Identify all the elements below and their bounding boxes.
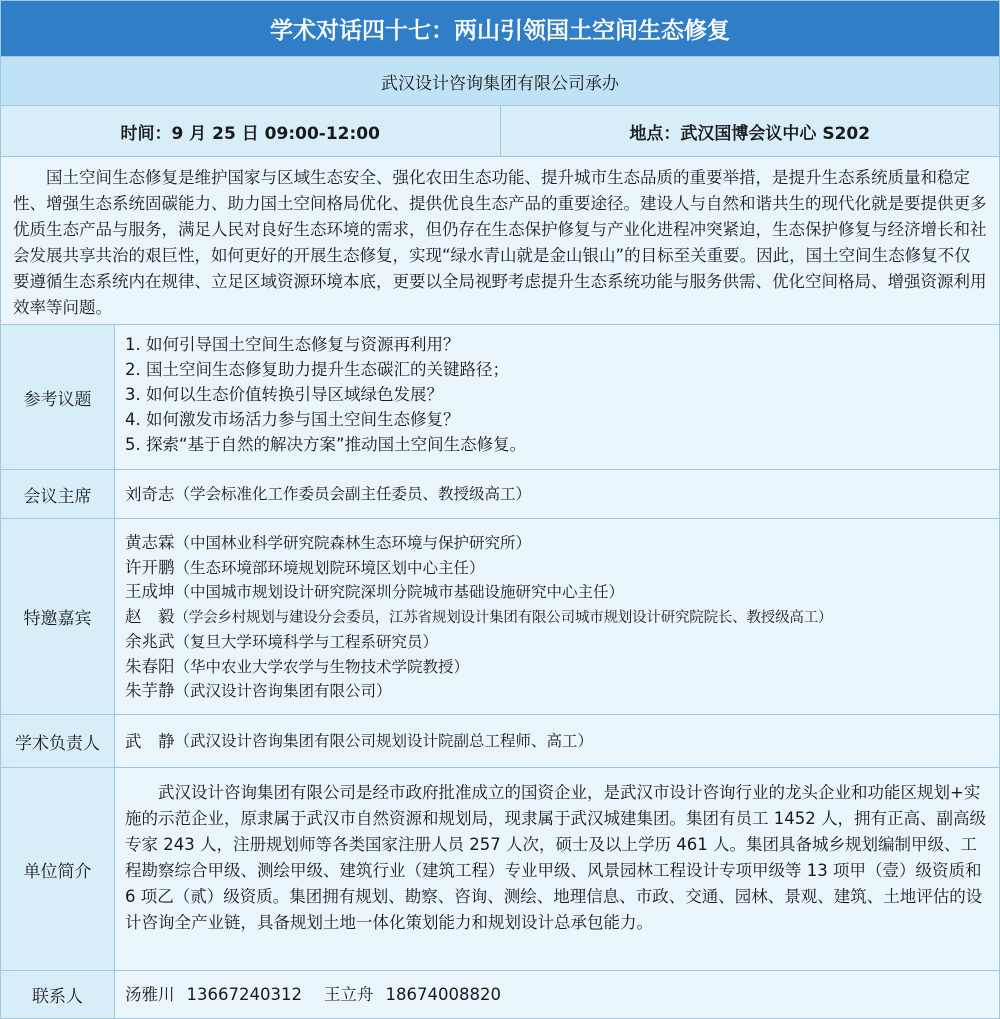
guest-affiliation: （武汉设计咨询集团有限公司） [174,682,392,700]
chair-row [1,470,999,519]
organizer-line: 武汉设计咨询集团有限公司承办 [1,57,999,106]
event-time: 时间：9 月 25 日 09:00-12:00 [120,123,380,144]
page-title: 学术对话四十七：两山引领国土空间生态修复 [1,1,999,57]
topic-item: 2. 国土空间生态修复助力提升生态碳汇的关键路径； [125,360,509,379]
chair-affiliation: （学会标准化工作委员会副主任委员、教授级高工） [174,484,532,503]
unit-description: 武汉设计咨询集团有限公司是经市政府批准成立的国资企业，是武汉市设计咨询行业的龙头企业和功能区规划+实施的示范企业，原隶属于武汉市自然资源和规划局，现隶属于武汉城建集团。集团有员工 1452 人，拥有正高、副高级专家 243 人，注册规划师等各类国家注册人员 257 人次，硕士及以上学历 461 人。集团具备城乡规划编制甲级、工程勘察综合甲级、测绘甲级、建筑行业（建筑工程）专业甲级、风景园林工程设计专项甲级等 13 项甲（壹）级资质和 6 项乙（贰）级资质。集团拥有规划、勘察、咨询、测绘、地理信息、市政、交通、园林、景观、建筑、土地评估的设计咨询全产业链，具备规划土地一体化策划能力和规划设计总承包能力。 [115,768,999,970]
guest-item [125,531,989,556]
intro-paragraph: 国土空间生态修复是维护国家与区域生态安全、强化农田生态功能、提升城市生态品质的重要举措，是提升生态系统质量和稳定性、增强生态系统固碳能力、助力国土空间格局优化、提供优良生态产品的重要途径。建设人与自然和谐共生的现代化就是要提供更多优质生态产品与服务，满足人民对良好生态环境的需求，但仍存在生态保护修复与产业化进程冲突紧迫，生态保护修复与经济增长和社会发展共享共治的艰巨性，如何更好的开展生态修复，实现“绿水青山就是金山银山”的目标至关重要。因此，国土空间生态修复不仅要遵循生态系统内在规律、立足区域资源环境本底，更要以全局视野考虑提升生态系统功能与服务供需、优化空间格局、增强资源利用效率等问题。 [1,157,999,325]
topic-item: 4. 如何激发市场活力参与国土空间生态修复？ [125,410,460,429]
guest-affiliation: （学会乡村规划与建设分会委员，江苏省规划设计集团有限公司城市规划设计研究院院长、教授级高工） [174,609,833,626]
topic-item: 3. 如何以生态价值转换引导区域绿色发展？ [125,385,443,404]
guest-item [125,580,989,605]
guest-name: 黄志霖 [125,533,175,552]
event-location: 地点：武汉国博会议中心 S202 [500,106,1000,156]
guest-name: 许开鹏 [125,557,175,577]
guest-item [125,556,989,581]
topic-item: 5. 探索“基于自然的解决方案”推动国土空间生态修复。 [125,435,527,454]
guests-list [115,519,999,714]
contact-phone[interactable]: 13667240312 [186,985,302,1004]
guest-name: 王成坤 [125,582,175,601]
guest-item [125,679,989,704]
guest-affiliation: （复旦大学环境科学与工程系研究员） [174,633,439,651]
contact-content [115,971,999,1018]
lead-label: 学术负责人 [1,715,115,767]
topic-item: 1. 如何引导国土空间生态修复与资源再利用？ [125,335,460,354]
guest-name: 朱芋静 [125,681,175,700]
unit-row [1,768,999,971]
guests-label: 特邀嘉宾 [1,519,115,714]
guest-affiliation: （中国城市规划设计研究院深圳分院城市基础设施研究中心主任） [174,583,625,601]
guest-item [125,655,989,680]
guest-item [125,605,989,631]
lead-content [115,715,999,767]
lead-affiliation: （武汉设计咨询集团有限公司规划设计院副总工程师、高工） [174,731,594,750]
contact-name: 王立舟 [323,985,374,1004]
chair-content [115,470,999,518]
contact-name: 汤雅川 [125,985,175,1004]
guest-affiliation: （中国林业科学研究院森林生态环境与保护研究所） [174,534,532,552]
guest-name: 赵 毅 [125,606,175,626]
guest-name: 余兆武 [125,632,175,651]
guest-name: 朱春阳 [125,656,175,676]
contact-phone[interactable]: 18674008820 [385,985,501,1004]
guest-affiliation: （生态环境部环境规划院环境区划中心主任） [174,558,485,577]
guest-affiliation: （华中农业大学农学与生物技术学院教授） [174,657,470,676]
lead-row [1,715,999,768]
unit-label: 单位简介 [1,768,115,970]
time-location-row [1,106,999,157]
topics-list [115,325,999,469]
guest-item [125,630,989,655]
topics-row [1,325,999,470]
chair-name: 刘奇志 [125,484,175,504]
contact-row [1,971,999,1018]
chair-label: 会议主席 [1,470,115,518]
lead-name: 武 静 [125,731,175,751]
contact-label: 联系人 [1,971,115,1018]
guests-row [1,519,999,715]
topics-label: 参考议题 [1,325,115,469]
